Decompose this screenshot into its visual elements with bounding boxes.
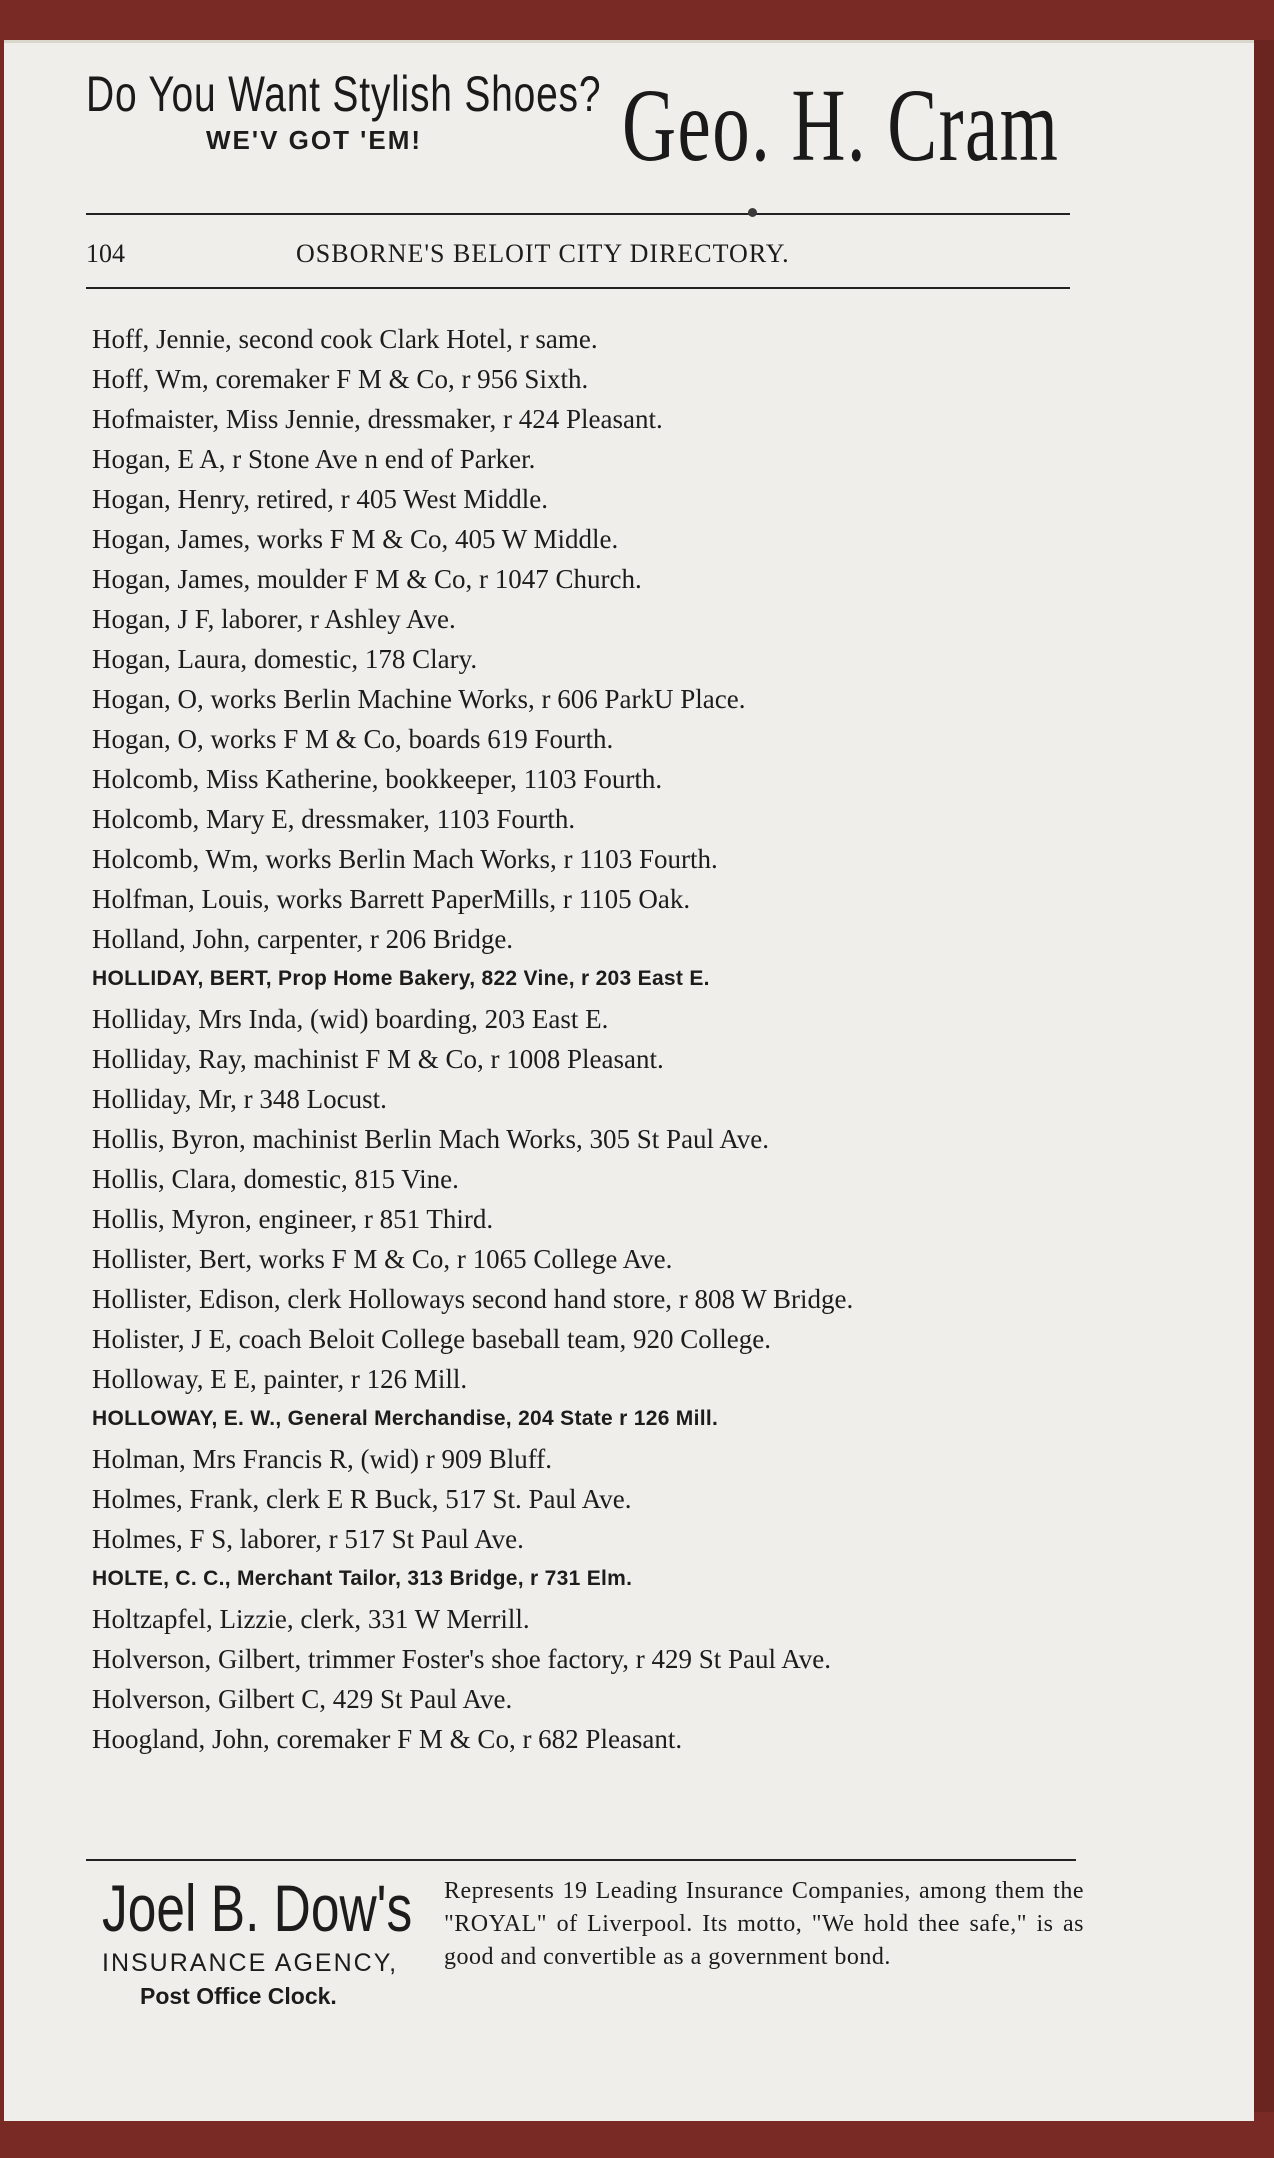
- directory-entry: HOLLIDAY, BERT, Prop Home Bakery, 822 Vine, r 203 East E.: [92, 967, 710, 990]
- directory-entry: Holloway, E E, painter, r 126 Mill.: [92, 1364, 468, 1394]
- insurance-ad: [86, 1873, 1086, 2013]
- directory-entry: Hogan, Henry, retired, r 405 West Middle.: [92, 484, 548, 514]
- page-number: 104: [86, 239, 125, 268]
- directory-entry: Holcomb, Mary E, dressmaker, 1103 Fourth.: [92, 804, 576, 834]
- directory-entry: Holverson, Gilbert C, 429 St Paul Ave.: [92, 1684, 513, 1714]
- shoe-ad-subline: WE'V GOT 'EM!: [206, 125, 423, 155]
- directory-entry: Hoogland, John, coremaker F M & Co, r 682 Pleasant.: [92, 1724, 683, 1754]
- directory-entry: Hogan, J F, laborer, r Ashley Ave.: [92, 604, 456, 634]
- directory-entry: Hoff, Wm, coremaker F M & Co, r 956 Sixth.: [92, 364, 589, 394]
- directory-entry: Holister, J E, coach Beloit College baseball team, 920 College.: [92, 1324, 771, 1354]
- directory-entry: HOLTE, C. C., Merchant Tailor, 313 Bridge, r 731 Elm.: [92, 1567, 633, 1590]
- insurance-ad-location: Post Office Clock.: [140, 1983, 337, 2009]
- directory-page: [4, 40, 1254, 2121]
- shoe-ad-brand: Geo. H. Cram: [622, 68, 1060, 183]
- insurance-ad-agency: INSURANCE AGENCY,: [102, 1949, 399, 1977]
- directory-entry: Holcomb, Wm, works Berlin Mach Works, r 1103 Fourth.: [92, 844, 718, 874]
- directory-entry: Holverson, Gilbert, trimmer Foster's shoe factory, r 429 St Paul Ave.: [92, 1644, 831, 1674]
- directory-entry: Holmes, F S, laborer, r 517 St Paul Ave.: [92, 1524, 524, 1554]
- directory-entry: Hogan, Laura, domestic, 178 Clary.: [92, 644, 478, 674]
- directory-entry: Hoff, Jennie, second cook Clark Hotel, r same.: [92, 324, 598, 354]
- header-rule-top: [86, 213, 1070, 215]
- directory-entry: Holliday, Ray, machinist F M & Co, r 1008 Pleasant.: [92, 1044, 664, 1074]
- rule-dot: [748, 208, 757, 217]
- page-header: [86, 239, 1076, 279]
- directory-entry: Holcomb, Miss Katherine, bookkeeper, 1103 Fourth.: [92, 764, 663, 794]
- header-rule-bottom: [86, 287, 1070, 289]
- footer-rule: [86, 1859, 1076, 1861]
- directory-entry: Hogan, James, works F M & Co, 405 W Middle.: [92, 524, 619, 554]
- directory-entry: Hollister, Edison, clerk Holloways second hand store, r 808 W Bridge.: [92, 1284, 854, 1314]
- directory-entry: Holtzapfel, Lizzie, clerk, 331 W Merrill.: [92, 1604, 530, 1634]
- directory-entry: Holmes, Frank, clerk E R Buck, 517 St. Paul Ave.: [92, 1484, 632, 1514]
- shoe-ad-text: [86, 67, 606, 156]
- directory-entry: Hollister, Bert, works F M & Co, r 1065 College Ave.: [92, 1244, 673, 1274]
- directory-entry: Hogan, O, works F M & Co, boards 619 Fourth.: [92, 724, 614, 754]
- directory-entry: Hogan, E A, r Stone Ave n end of Parker.: [92, 444, 536, 474]
- directory-entries: [92, 319, 1152, 1759]
- directory-entry: Hollis, Byron, machinist Berlin Mach Works, 305 St Paul Ave.: [92, 1124, 770, 1154]
- directory-entry: Holfman, Louis, works Barrett PaperMills, r 1105 Oak.: [92, 884, 691, 914]
- directory-entry: Holland, John, carpenter, r 206 Bridge.: [92, 924, 514, 954]
- directory-entry: Hofmaister, Miss Jennie, dressmaker, r 424 Pleasant.: [92, 404, 663, 434]
- directory-entry: Holliday, Mrs Inda, (wid) boarding, 203 East E.: [92, 1004, 609, 1034]
- directory-entry: Hollis, Myron, engineer, r 851 Third.: [92, 1204, 494, 1234]
- directory-entry: Holman, Mrs Francis R, (wid) r 909 Bluff.: [92, 1444, 552, 1474]
- directory-entry: Hollis, Clara, domestic, 815 Vine.: [92, 1164, 459, 1194]
- shoe-ad-headline: Do You Want Stylish Shoes?: [86, 66, 602, 122]
- directory-entry: Hogan, James, moulder F M & Co, r 1047 Church.: [92, 564, 642, 594]
- running-title: OSBORNE'S BELOIT CITY DIRECTORY.: [296, 239, 790, 268]
- insurance-ad-brand: Joel B. Dow's: [102, 1871, 413, 1945]
- directory-entry: Holliday, Mr, r 348 Locust.: [92, 1084, 387, 1114]
- directory-entry: Hogan, O, works Berlin Machine Works, r 606 ParkU Place.: [92, 684, 746, 714]
- directory-entry: HOLLOWAY, E. W., General Merchandise, 204 State r 126 Mill.: [92, 1407, 719, 1430]
- insurance-ad-description: Represents 19 Leading Insurance Companies, among them the "ROYAL" of Liverpool. Its motto, "We hold thee safe," is as good and convertible as a government bond.: [444, 1878, 1084, 1970]
